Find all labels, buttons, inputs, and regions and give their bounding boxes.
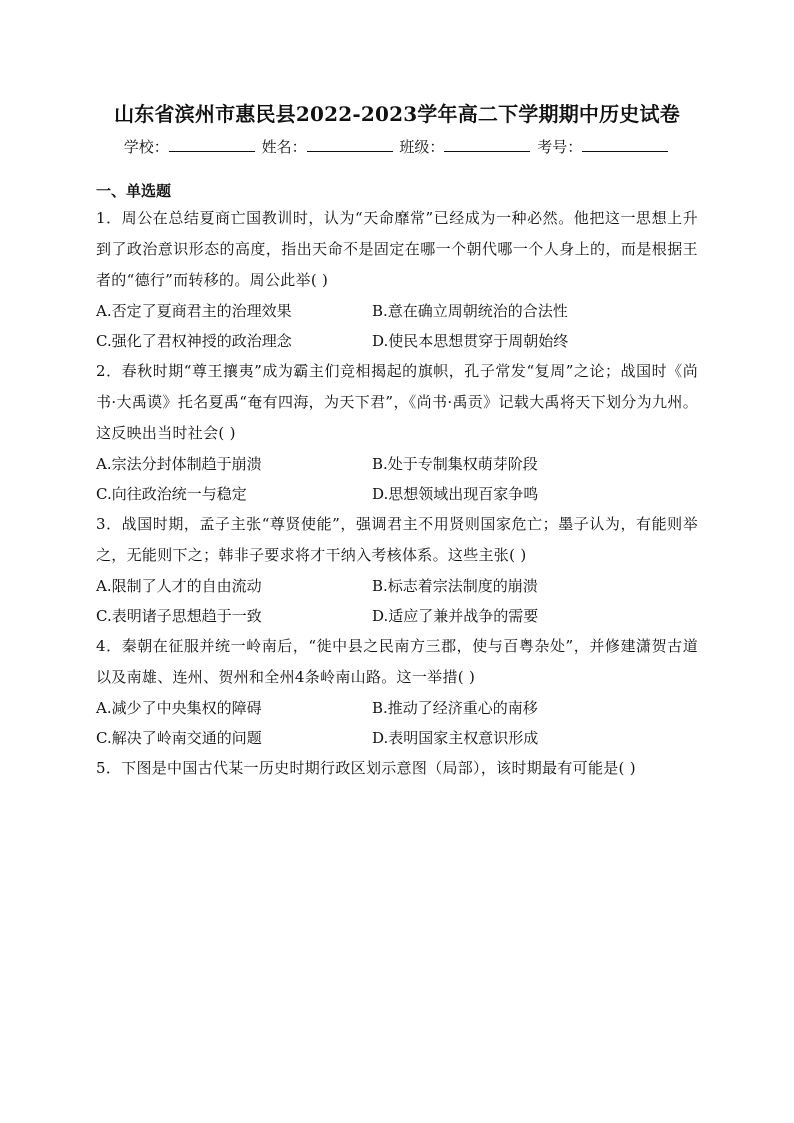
options [96,296,698,356]
question-stem: 3．战国时期，孟子主张“尊贤使能”，强调君主不用贤则国家危亡；墨子认为，有能则举之，无能则下之；韩非子要求将才干纳入考核体系。这些主张( ) [96,515,698,564]
question-5 [96,753,698,784]
name-label: 姓名： [261,138,307,156]
option-c: C.强化了君权神授的政治理念 [96,332,292,350]
exam-number-blank[interactable] [582,135,668,152]
option-c: C.解决了岭南交通的问题 [96,729,262,747]
option-a: A.宗法分封体制趋于崩溃 [96,455,262,473]
option-c: C.向往政治统一与稳定 [96,485,247,503]
exam-number-label: 考号： [537,138,583,156]
option-b: B.标志着宗法制度的崩溃 [372,577,538,595]
section-heading: 一、单选题 [96,182,172,200]
question-stem: 4．秦朝在征服并统一岭南后，“徙中县之民南方三郡，使与百粤杂处”，并修建潇贺古道以及南雄、连州、贺州和全州4条岭南山路。这一举措( ) [96,637,698,686]
school-blank[interactable] [169,135,255,152]
option-a: A.否定了夏商君主的治理效果 [96,302,292,320]
question-3 [96,509,698,631]
option-a: A.减少了中央集权的障碍 [96,699,262,717]
school-label: 学校： [123,138,169,156]
option-c: C.表明诸子思想趋于一致 [96,607,262,625]
question-stem: 2．春秋时期“尊王攘夷”成为霸主们竞相揭起的旗帜，孔子常发“复周”之论；战国时《尚书·大禹谟》托名夏禹“奄有四海，为天下君”，《尚书·禹贡》记载大禹将天下划分为九州。这反映出当时社会( ) [96,362,698,442]
question-stem: 1．周公在总结夏商亡国教训时，认为“天命靡常”已经成为一种必然。他把这一思想上升到了政治意识形态的高度，指出天命不是固定在哪一个朝代哪一个人身上的，而是根据王者的“德行”而转移的。周公此举( ) [96,209,698,289]
option-a: A.限制了人才的自由流动 [96,577,262,595]
options [96,693,698,753]
option-b: B.处于专制集权萌芽阶段 [372,455,538,473]
option-b: B.意在确立周朝统治的合法性 [372,302,568,320]
question-list [96,203,698,784]
option-d: D.使民本思想贯穿于周朝始终 [372,332,569,350]
options [96,571,698,631]
option-d: D.适应了兼并战争的需要 [372,607,539,625]
question-stem: 5．下图是中国古代某一历史时期行政区划示意图（局部），该时期最有可能是( ) [96,759,636,777]
class-blank[interactable] [444,135,530,152]
option-d: D.思想领域出现百家争鸣 [372,485,539,503]
exam-title: 山东省滨州市惠民县2022-2023学年高二下学期期中历史试卷 [114,102,680,126]
question-1 [96,203,698,356]
question-2 [96,356,698,509]
option-b: B.推动了经济重心的南移 [372,699,538,717]
student-info-line [0,135,794,158]
class-label: 班级： [399,138,445,156]
question-4 [96,631,698,753]
name-blank[interactable] [307,135,393,152]
option-d: D.表明国家主权意识形成 [372,729,539,747]
options [96,449,698,509]
